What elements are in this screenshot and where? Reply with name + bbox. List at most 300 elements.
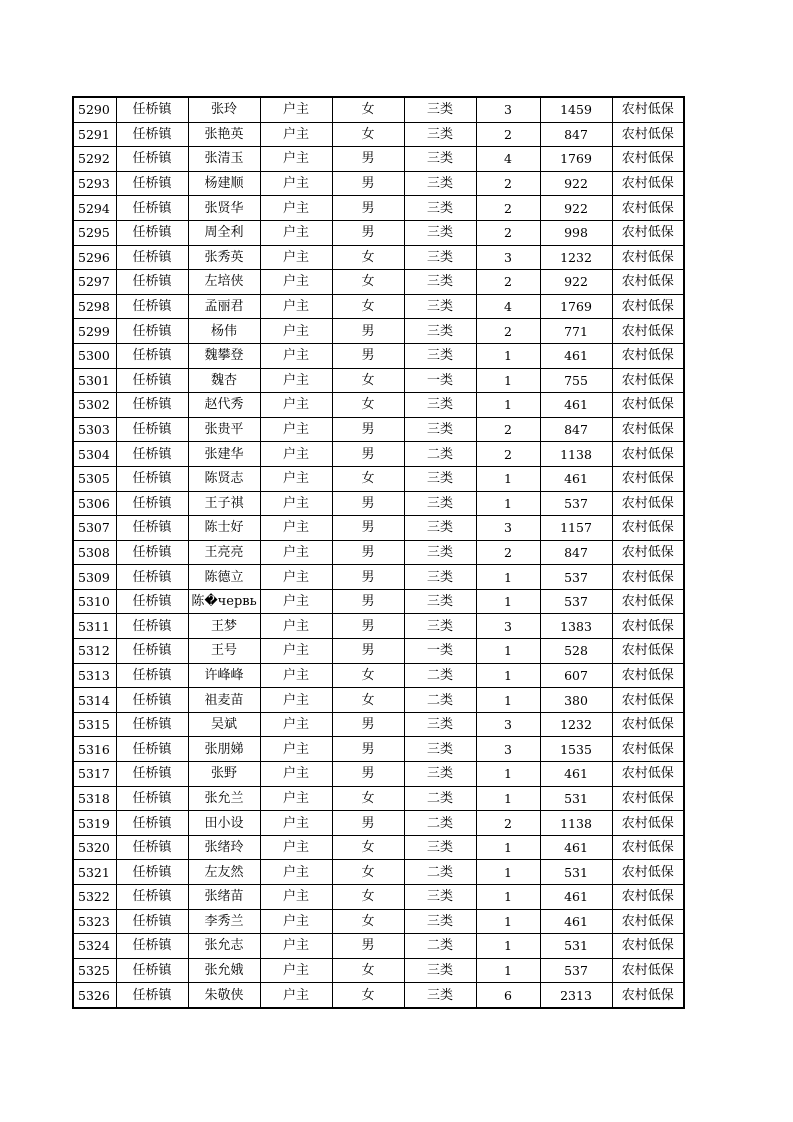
amount-cell: 461 [540, 835, 612, 860]
relation-cell: 户主 [260, 417, 332, 442]
id-cell: 5315 [73, 712, 116, 737]
persons-cell: 1 [476, 688, 540, 713]
id-cell: 5307 [73, 516, 116, 541]
category-cell: 三类 [404, 565, 476, 590]
name-cell: 杨伟 [188, 319, 260, 344]
persons-cell: 1 [476, 368, 540, 393]
gender-cell: 男 [332, 811, 404, 836]
name-cell: 魏杏 [188, 368, 260, 393]
amount-cell: 847 [540, 122, 612, 147]
name-cell: 张玲 [188, 97, 260, 122]
category-cell: 二类 [404, 811, 476, 836]
id-cell: 5308 [73, 540, 116, 565]
amount-cell: 847 [540, 417, 612, 442]
town-cell: 任桥镇 [116, 762, 188, 787]
table-row [73, 958, 684, 983]
amount-cell: 1459 [540, 97, 612, 122]
table-row [73, 368, 684, 393]
name-cell: 陈�червь [188, 589, 260, 614]
gender-cell: 女 [332, 97, 404, 122]
category-cell: 三类 [404, 417, 476, 442]
relation-cell: 户主 [260, 835, 332, 860]
category-cell: 三类 [404, 909, 476, 934]
town-cell: 任桥镇 [116, 368, 188, 393]
gender-cell: 男 [332, 442, 404, 467]
amount-cell: 607 [540, 663, 612, 688]
id-cell: 5326 [73, 983, 116, 1008]
type-cell: 农村低保 [612, 171, 684, 196]
persons-cell: 1 [476, 565, 540, 590]
relation-cell: 户主 [260, 589, 332, 614]
id-cell: 5298 [73, 294, 116, 319]
persons-cell: 2 [476, 417, 540, 442]
amount-cell: 537 [540, 958, 612, 983]
id-cell: 5295 [73, 220, 116, 245]
town-cell: 任桥镇 [116, 466, 188, 491]
amount-cell: 755 [540, 368, 612, 393]
amount-cell: 1769 [540, 294, 612, 319]
town-cell: 任桥镇 [116, 171, 188, 196]
type-cell: 农村低保 [612, 663, 684, 688]
table-row [73, 589, 684, 614]
gender-cell: 男 [332, 639, 404, 664]
id-cell: 5300 [73, 343, 116, 368]
type-cell: 农村低保 [612, 466, 684, 491]
gender-cell: 女 [332, 294, 404, 319]
relation-cell: 户主 [260, 294, 332, 319]
relation-cell: 户主 [260, 171, 332, 196]
table-row [73, 540, 684, 565]
gender-cell: 女 [332, 860, 404, 885]
table-row [73, 762, 684, 787]
table-row [73, 909, 684, 934]
name-cell: 祖麦苗 [188, 688, 260, 713]
amount-cell: 537 [540, 589, 612, 614]
gender-cell: 女 [332, 663, 404, 688]
id-cell: 5292 [73, 147, 116, 172]
gender-cell: 女 [332, 245, 404, 270]
amount-cell: 531 [540, 786, 612, 811]
gender-cell: 女 [332, 270, 404, 295]
table-row [73, 516, 684, 541]
relation-cell: 户主 [260, 811, 332, 836]
category-cell: 三类 [404, 712, 476, 737]
gender-cell: 女 [332, 122, 404, 147]
name-cell: 魏攀登 [188, 343, 260, 368]
type-cell: 农村低保 [612, 147, 684, 172]
name-cell: 田小设 [188, 811, 260, 836]
name-cell: 陈士好 [188, 516, 260, 541]
gender-cell: 男 [332, 171, 404, 196]
category-cell: 三类 [404, 196, 476, 221]
type-cell: 农村低保 [612, 589, 684, 614]
amount-cell: 531 [540, 860, 612, 885]
amount-cell: 847 [540, 540, 612, 565]
id-cell: 5312 [73, 639, 116, 664]
relation-cell: 户主 [260, 786, 332, 811]
table-row [73, 491, 684, 516]
relation-cell: 户主 [260, 220, 332, 245]
name-cell: 张允兰 [188, 786, 260, 811]
name-cell: 赵代秀 [188, 393, 260, 418]
id-cell: 5306 [73, 491, 116, 516]
category-cell: 三类 [404, 245, 476, 270]
table-row [73, 466, 684, 491]
relation-cell: 户主 [260, 442, 332, 467]
type-cell: 农村低保 [612, 811, 684, 836]
category-cell: 三类 [404, 171, 476, 196]
amount-cell: 461 [540, 466, 612, 491]
gender-cell: 男 [332, 516, 404, 541]
table-row [73, 97, 684, 122]
table-row [73, 860, 684, 885]
name-cell: 陈贤志 [188, 466, 260, 491]
gender-cell: 男 [332, 540, 404, 565]
amount-cell: 1232 [540, 245, 612, 270]
name-cell: 张绪玲 [188, 835, 260, 860]
relation-cell: 户主 [260, 270, 332, 295]
category-cell: 二类 [404, 663, 476, 688]
relation-cell: 户主 [260, 958, 332, 983]
category-cell: 三类 [404, 540, 476, 565]
name-cell: 李秀兰 [188, 909, 260, 934]
type-cell: 农村低保 [612, 639, 684, 664]
table-row [73, 786, 684, 811]
town-cell: 任桥镇 [116, 540, 188, 565]
relation-cell: 户主 [260, 466, 332, 491]
name-cell: 张绪苗 [188, 885, 260, 910]
persons-cell: 3 [476, 97, 540, 122]
relation-cell: 户主 [260, 860, 332, 885]
type-cell: 农村低保 [612, 343, 684, 368]
relation-cell: 户主 [260, 245, 332, 270]
persons-cell: 3 [476, 245, 540, 270]
persons-cell: 1 [476, 762, 540, 787]
type-cell: 农村低保 [612, 614, 684, 639]
category-cell: 三类 [404, 516, 476, 541]
category-cell: 三类 [404, 319, 476, 344]
relation-cell: 户主 [260, 737, 332, 762]
name-cell: 陈德立 [188, 565, 260, 590]
persons-cell: 6 [476, 983, 540, 1008]
type-cell: 农村低保 [612, 885, 684, 910]
id-cell: 5302 [73, 393, 116, 418]
type-cell: 农村低保 [612, 319, 684, 344]
gender-cell: 男 [332, 147, 404, 172]
town-cell: 任桥镇 [116, 393, 188, 418]
amount-cell: 922 [540, 196, 612, 221]
gender-cell: 女 [332, 393, 404, 418]
table-row [73, 885, 684, 910]
category-cell: 二类 [404, 860, 476, 885]
name-cell: 张允志 [188, 934, 260, 959]
category-cell: 三类 [404, 958, 476, 983]
table-row [73, 565, 684, 590]
id-cell: 5318 [73, 786, 116, 811]
gender-cell: 女 [332, 786, 404, 811]
town-cell: 任桥镇 [116, 688, 188, 713]
table-row [73, 122, 684, 147]
name-cell: 朱敬侠 [188, 983, 260, 1008]
table-row [73, 835, 684, 860]
relation-cell: 户主 [260, 343, 332, 368]
type-cell: 农村低保 [612, 835, 684, 860]
type-cell: 农村低保 [612, 245, 684, 270]
persons-cell: 1 [476, 343, 540, 368]
persons-cell: 4 [476, 147, 540, 172]
category-cell: 三类 [404, 762, 476, 787]
category-cell: 三类 [404, 466, 476, 491]
id-cell: 5310 [73, 589, 116, 614]
relation-cell: 户主 [260, 983, 332, 1008]
category-cell: 三类 [404, 122, 476, 147]
category-cell: 三类 [404, 294, 476, 319]
type-cell: 农村低保 [612, 540, 684, 565]
table-row [73, 196, 684, 221]
type-cell: 农村低保 [612, 762, 684, 787]
gender-cell: 女 [332, 688, 404, 713]
category-cell: 一类 [404, 639, 476, 664]
category-cell: 三类 [404, 614, 476, 639]
type-cell: 农村低保 [612, 934, 684, 959]
relation-cell: 户主 [260, 97, 332, 122]
gender-cell: 男 [332, 220, 404, 245]
town-cell: 任桥镇 [116, 319, 188, 344]
town-cell: 任桥镇 [116, 712, 188, 737]
table-row [73, 270, 684, 295]
category-cell: 三类 [404, 983, 476, 1008]
gender-cell: 男 [332, 196, 404, 221]
amount-cell: 771 [540, 319, 612, 344]
name-cell: 张建华 [188, 442, 260, 467]
category-cell: 三类 [404, 885, 476, 910]
gender-cell: 女 [332, 368, 404, 393]
id-cell: 5304 [73, 442, 116, 467]
table-row [73, 220, 684, 245]
amount-cell: 461 [540, 343, 612, 368]
name-cell: 杨建顺 [188, 171, 260, 196]
name-cell: 孟丽君 [188, 294, 260, 319]
town-cell: 任桥镇 [116, 417, 188, 442]
amount-cell: 2313 [540, 983, 612, 1008]
type-cell: 农村低保 [612, 97, 684, 122]
persons-cell: 1 [476, 393, 540, 418]
amount-cell: 461 [540, 909, 612, 934]
name-cell: 王号 [188, 639, 260, 664]
id-cell: 5320 [73, 835, 116, 860]
persons-cell: 3 [476, 516, 540, 541]
town-cell: 任桥镇 [116, 294, 188, 319]
table-row [73, 393, 684, 418]
table-row [73, 712, 684, 737]
persons-cell: 1 [476, 885, 540, 910]
town-cell: 任桥镇 [116, 885, 188, 910]
category-cell: 二类 [404, 934, 476, 959]
amount-cell: 461 [540, 885, 612, 910]
town-cell: 任桥镇 [116, 737, 188, 762]
roster-sheet [72, 96, 683, 1009]
id-cell: 5313 [73, 663, 116, 688]
roster-body [73, 97, 684, 1008]
amount-cell: 998 [540, 220, 612, 245]
table-row [73, 442, 684, 467]
persons-cell: 1 [476, 860, 540, 885]
gender-cell: 男 [332, 712, 404, 737]
amount-cell: 1383 [540, 614, 612, 639]
type-cell: 农村低保 [612, 417, 684, 442]
type-cell: 农村低保 [612, 294, 684, 319]
persons-cell: 3 [476, 614, 540, 639]
persons-cell: 1 [476, 909, 540, 934]
id-cell: 5322 [73, 885, 116, 910]
gender-cell: 女 [332, 909, 404, 934]
gender-cell: 男 [332, 343, 404, 368]
table-row [73, 245, 684, 270]
amount-cell: 380 [540, 688, 612, 713]
persons-cell: 2 [476, 171, 540, 196]
town-cell: 任桥镇 [116, 589, 188, 614]
persons-cell: 3 [476, 712, 540, 737]
table-row [73, 811, 684, 836]
category-cell: 三类 [404, 835, 476, 860]
town-cell: 任桥镇 [116, 147, 188, 172]
category-cell: 三类 [404, 737, 476, 762]
town-cell: 任桥镇 [116, 270, 188, 295]
category-cell: 三类 [404, 491, 476, 516]
relation-cell: 户主 [260, 196, 332, 221]
gender-cell: 女 [332, 958, 404, 983]
persons-cell: 1 [476, 958, 540, 983]
town-cell: 任桥镇 [116, 663, 188, 688]
type-cell: 农村低保 [612, 786, 684, 811]
id-cell: 5294 [73, 196, 116, 221]
category-cell: 一类 [404, 368, 476, 393]
name-cell: 张贵平 [188, 417, 260, 442]
id-cell: 5296 [73, 245, 116, 270]
table-row [73, 934, 684, 959]
amount-cell: 1232 [540, 712, 612, 737]
type-cell: 农村低保 [612, 393, 684, 418]
gender-cell: 女 [332, 885, 404, 910]
category-cell: 二类 [404, 688, 476, 713]
amount-cell: 1535 [540, 737, 612, 762]
amount-cell: 537 [540, 491, 612, 516]
type-cell: 农村低保 [612, 516, 684, 541]
name-cell: 王子祺 [188, 491, 260, 516]
name-cell: 王亮亮 [188, 540, 260, 565]
gender-cell: 男 [332, 565, 404, 590]
type-cell: 农村低保 [612, 737, 684, 762]
gender-cell: 女 [332, 983, 404, 1008]
town-cell: 任桥镇 [116, 934, 188, 959]
gender-cell: 男 [332, 934, 404, 959]
category-cell: 二类 [404, 786, 476, 811]
town-cell: 任桥镇 [116, 196, 188, 221]
id-cell: 5323 [73, 909, 116, 934]
type-cell: 农村低保 [612, 442, 684, 467]
persons-cell: 3 [476, 737, 540, 762]
id-cell: 5293 [73, 171, 116, 196]
persons-cell: 2 [476, 811, 540, 836]
name-cell: 张允娥 [188, 958, 260, 983]
town-cell: 任桥镇 [116, 983, 188, 1008]
gender-cell: 男 [332, 614, 404, 639]
amount-cell: 537 [540, 565, 612, 590]
type-cell: 农村低保 [612, 688, 684, 713]
persons-cell: 1 [476, 835, 540, 860]
relation-cell: 户主 [260, 885, 332, 910]
name-cell: 张贤华 [188, 196, 260, 221]
relation-cell: 户主 [260, 393, 332, 418]
id-cell: 5317 [73, 762, 116, 787]
category-cell: 三类 [404, 147, 476, 172]
id-cell: 5325 [73, 958, 116, 983]
category-cell: 三类 [404, 343, 476, 368]
relation-cell: 户主 [260, 762, 332, 787]
town-cell: 任桥镇 [116, 343, 188, 368]
relation-cell: 户主 [260, 614, 332, 639]
id-cell: 5316 [73, 737, 116, 762]
amount-cell: 1138 [540, 811, 612, 836]
amount-cell: 922 [540, 171, 612, 196]
town-cell: 任桥镇 [116, 491, 188, 516]
persons-cell: 2 [476, 270, 540, 295]
town-cell: 任桥镇 [116, 97, 188, 122]
name-cell: 左友然 [188, 860, 260, 885]
relation-cell: 户主 [260, 491, 332, 516]
id-cell: 5290 [73, 97, 116, 122]
town-cell: 任桥镇 [116, 516, 188, 541]
id-cell: 5297 [73, 270, 116, 295]
town-cell: 任桥镇 [116, 614, 188, 639]
gender-cell: 男 [332, 589, 404, 614]
name-cell: 许峰峰 [188, 663, 260, 688]
town-cell: 任桥镇 [116, 442, 188, 467]
gender-cell: 男 [332, 737, 404, 762]
town-cell: 任桥镇 [116, 220, 188, 245]
table-row [73, 417, 684, 442]
name-cell: 吴斌 [188, 712, 260, 737]
amount-cell: 528 [540, 639, 612, 664]
id-cell: 5303 [73, 417, 116, 442]
name-cell: 周全利 [188, 220, 260, 245]
category-cell: 三类 [404, 220, 476, 245]
name-cell: 张秀英 [188, 245, 260, 270]
town-cell: 任桥镇 [116, 786, 188, 811]
relation-cell: 户主 [260, 934, 332, 959]
persons-cell: 4 [476, 294, 540, 319]
persons-cell: 1 [476, 491, 540, 516]
name-cell: 张野 [188, 762, 260, 787]
type-cell: 农村低保 [612, 122, 684, 147]
id-cell: 5321 [73, 860, 116, 885]
gender-cell: 男 [332, 491, 404, 516]
id-cell: 5311 [73, 614, 116, 639]
id-cell: 5324 [73, 934, 116, 959]
category-cell: 二类 [404, 442, 476, 467]
town-cell: 任桥镇 [116, 958, 188, 983]
persons-cell: 2 [476, 196, 540, 221]
name-cell: 张艳英 [188, 122, 260, 147]
name-cell: 张清玉 [188, 147, 260, 172]
persons-cell: 1 [476, 786, 540, 811]
relation-cell: 户主 [260, 565, 332, 590]
category-cell: 三类 [404, 97, 476, 122]
persons-cell: 2 [476, 442, 540, 467]
town-cell: 任桥镇 [116, 639, 188, 664]
table-row [73, 663, 684, 688]
category-cell: 三类 [404, 393, 476, 418]
